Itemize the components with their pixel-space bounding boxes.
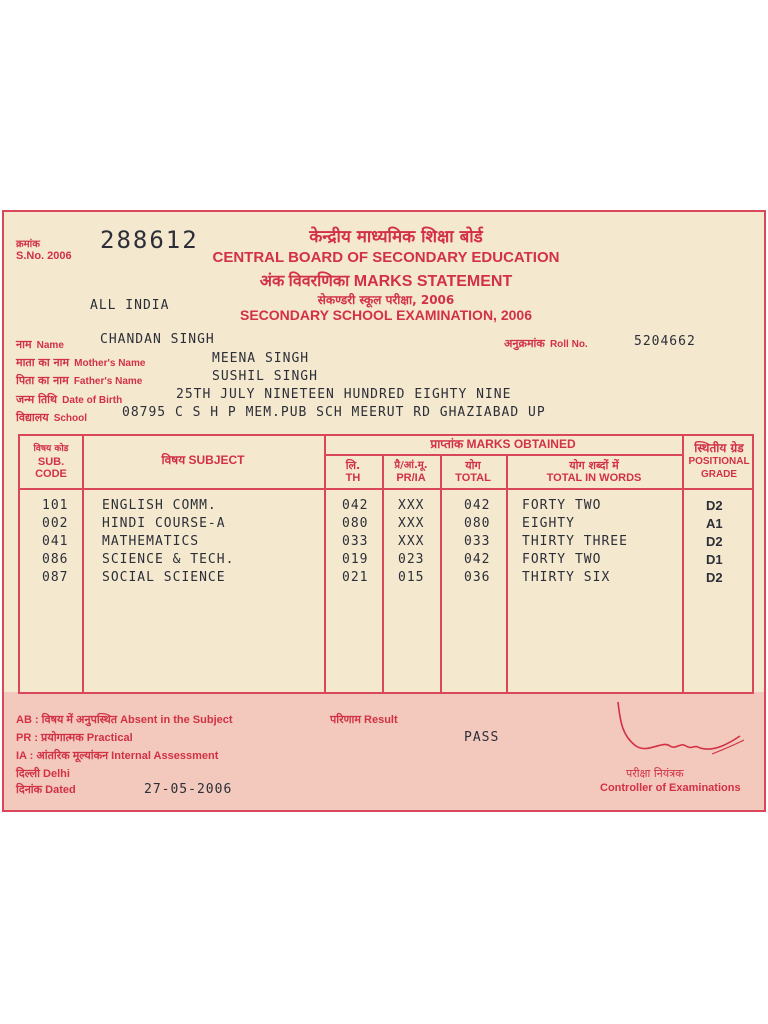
name-label-hi: नाम (16, 338, 32, 351)
header-total-words: योग शब्दों में TOTAL IN WORDS (546, 459, 642, 484)
cell-th: 033 (342, 534, 369, 549)
cell-th: 021 (342, 570, 369, 585)
place: दिल्ली Delhi (16, 768, 70, 780)
school-label-en: School (53, 413, 88, 424)
cell-th: 080 (342, 516, 369, 531)
cell-code: 002 (42, 516, 69, 531)
table-row (20, 498, 752, 516)
roll-label (504, 332, 588, 351)
cell-grade: D2 (706, 570, 723, 585)
table-row (20, 552, 752, 570)
cell-total: 033 (464, 534, 491, 549)
dob-label-hi: जन्म तिथि (16, 393, 58, 406)
mother-label-hi: माता का नाम (16, 356, 70, 369)
cell-code: 101 (42, 498, 69, 513)
cell-grade: D1 (706, 552, 723, 567)
result-value: PASS (464, 730, 500, 745)
cell-grade: D2 (706, 534, 723, 549)
cell-pr: XXX (398, 534, 425, 549)
cell-grade: A1 (706, 516, 723, 531)
serial-label-hi: क्रमांक (16, 239, 40, 250)
board-name-english: CENTRAL BOARD OF SECONDARY EDUCATION (212, 249, 560, 266)
mother-name: MEENA SINGH (212, 351, 310, 366)
header-code-hi: विषय कोड (33, 444, 69, 454)
cell-total: 042 (464, 498, 491, 513)
note-practical: PR : प्रयोगात्मक Practical (16, 732, 133, 744)
cell-words: THIRTY THREE (522, 534, 628, 549)
board-name-hindi: केन्द्रीय माध्यमिक शिक्षा बोर्ड (309, 227, 483, 247)
table-row (20, 534, 752, 552)
cell-words: THIRTY SIX (522, 570, 611, 585)
name-label-en: Name (36, 340, 64, 351)
name-label (16, 333, 64, 352)
dated-label: दिनांक Dated (16, 784, 76, 796)
serial-number: 288612 (100, 226, 199, 254)
header-grade: स्थितीय ग्रेड POSITIONAL GRADE (688, 441, 750, 480)
school: 08795 C S H P MEM.PUB SCH MEERUT RD GHAZIABAD UP (122, 405, 546, 420)
controller-title-en: Controller of Examinations (600, 782, 741, 794)
group-header-divider (324, 454, 682, 456)
note-internal: IA : आंतरिक मूल्यांकन Internal Assessment (16, 750, 219, 762)
dob-label (16, 388, 122, 407)
header-subject: विषय SUBJECT (161, 453, 245, 467)
father-label-en: Father's Name (73, 376, 143, 387)
cell-pr: XXX (398, 498, 425, 513)
issue-date: 27-05-2006 (144, 782, 233, 797)
table-row (20, 570, 752, 588)
region: ALL INDIA (90, 298, 170, 313)
controller-signature (614, 700, 754, 760)
cell-words: FORTY TWO (522, 552, 602, 567)
note-absent: AB : विषय में अनुपस्थित Absent in the Subject (16, 714, 233, 726)
cell-subject: ENGLISH COMM. (102, 498, 217, 513)
dob-label-en: Date of Birth (62, 395, 123, 406)
cell-pr: 015 (398, 570, 425, 585)
school-label (16, 406, 87, 425)
roll-label-hi: अनुक्रमांक (504, 337, 545, 350)
cell-pr: 023 (398, 552, 425, 567)
controller-title-hi: परीक्षा नियंत्रक (626, 767, 684, 780)
cell-words: FORTY TWO (522, 498, 602, 513)
roll-label-en: Roll No. (549, 339, 588, 350)
father-name: SUSHIL SINGH (212, 369, 318, 384)
marks-statement-document (2, 210, 766, 812)
father-label (16, 369, 142, 388)
student-name: CHANDAN SINGH (100, 332, 215, 347)
date-of-birth: 25TH JULY NINETEEN HUNDRED EIGHTY NINE (176, 387, 512, 402)
cell-subject: HINDI COURSE-A (102, 516, 226, 531)
cell-code: 086 (42, 552, 69, 567)
cell-th: 042 (342, 498, 369, 513)
marks-table (18, 434, 754, 694)
header-divider (20, 488, 752, 490)
header-code-en: SUB. CODE (35, 456, 67, 480)
cell-subject: SOCIAL SCIENCE (102, 570, 226, 585)
cell-total: 080 (464, 516, 491, 531)
cell-words: EIGHTY (522, 516, 575, 531)
roll-number: 5204662 (634, 334, 696, 349)
cell-th: 019 (342, 552, 369, 567)
exam-name-hindi: सेकण्डरी स्कूल परीक्षा, 2006 (317, 293, 455, 307)
mother-label (16, 351, 145, 370)
statement-title: अंक विवरणिका MARKS STATEMENT (259, 273, 513, 290)
mother-label-en: Mother's Name (74, 358, 146, 369)
father-label-hi: पिता का नाम (16, 374, 69, 387)
cell-subject: MATHEMATICS (102, 534, 200, 549)
cell-code: 041 (42, 534, 69, 549)
cell-grade: D2 (706, 498, 723, 513)
header-total: योग TOTAL (455, 459, 491, 484)
cell-total: 036 (464, 570, 491, 585)
cell-code: 087 (42, 570, 69, 585)
exam-name-english: SECONDARY SCHOOL EXAMINATION, 2006 (240, 307, 532, 323)
result-label: परिणाम Result (330, 714, 398, 726)
cell-pr: XXX (398, 516, 425, 531)
cell-subject: SCIENCE & TECH. (102, 552, 235, 567)
cell-total: 042 (464, 552, 491, 567)
header-th: लि. TH (345, 459, 361, 484)
school-label-hi: विद्यालय (16, 411, 49, 424)
header-pr: प्रै/आं.मू. PR/IA (394, 460, 428, 484)
serial-label-en: S.No. 2006 (16, 250, 72, 262)
header-marks-obtained: प्राप्तांक MARKS OBTAINED (430, 437, 576, 451)
table-row (20, 516, 752, 534)
